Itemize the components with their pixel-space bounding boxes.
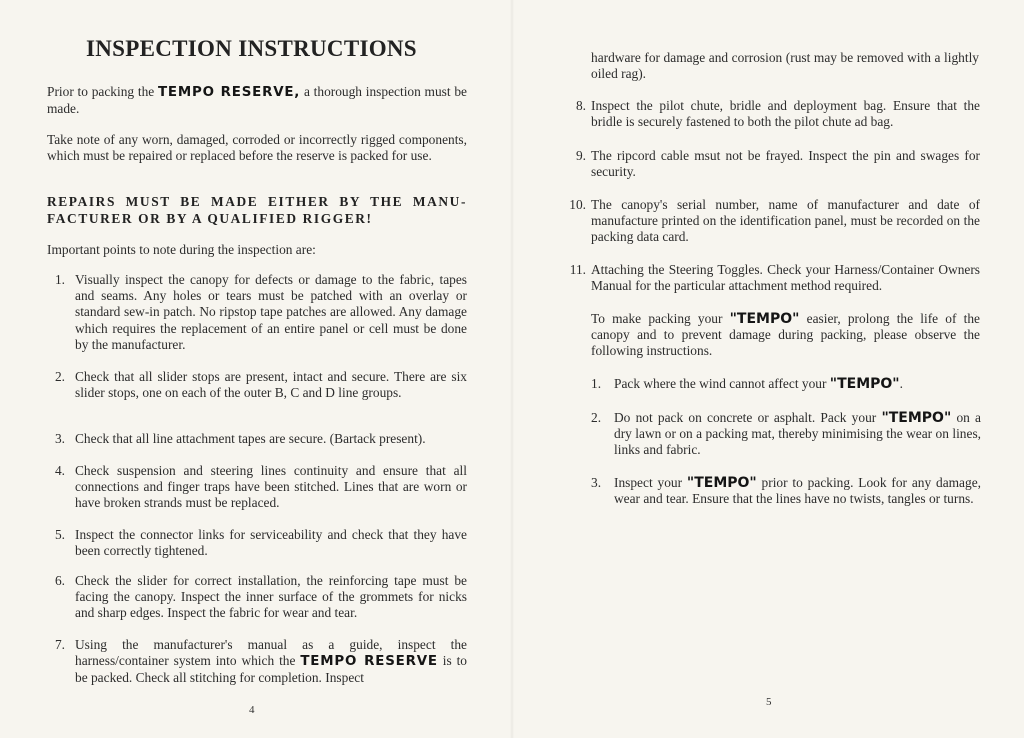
- item-number: 1.: [591, 376, 602, 391]
- item-text: [75, 637, 467, 687]
- item-number: 6.: [54, 573, 65, 588]
- item-number: 4.: [54, 463, 65, 478]
- points-intro: Important points to note during the inspection are:: [47, 242, 316, 257]
- intro-after: a thorough inspection must be made.: [47, 84, 467, 117]
- item-number: 2.: [591, 410, 602, 425]
- item-number: 3.: [54, 431, 65, 446]
- item-text: Inspect the pilot chute, bridle and deployment bag. Ensure that the bridle is securely fastened to both the pilot chute ad bag.: [591, 98, 980, 130]
- packing-intro: [591, 311, 980, 360]
- item-number: 2.: [54, 369, 65, 384]
- item7-before: Using the manufacturer's manual as a guide, inspect the harness/container system into which the: [75, 637, 467, 669]
- item-number: 11.: [569, 262, 586, 277]
- item-number: 1.: [54, 272, 65, 287]
- packing3-after: prior to packing. Look for any damage, wear and tear. Ensure that the lines have no twists, tangles or turns.: [614, 475, 981, 507]
- intro-brand: TEMPO RESERVE,: [157, 85, 301, 100]
- packing1-before: Pack where the wind cannot affect your: [614, 376, 830, 391]
- item-text: Check suspension and steering lines continuity and ensure that all connections and finger traps have been stitched. Lines that are worn or have broken strands must be replaced.: [75, 463, 467, 511]
- item-text: Visually inspect the canopy for defects or damage to the fabric, tapes and seams. Any holes or tears must be patched with an overlay or standard sew-in patch. No ripstop tape patches are allowed. Any damage which requires the replacement of an entire panel or cell must be done by the manufacturer.: [75, 272, 467, 352]
- item-text: [614, 475, 981, 507]
- item-text: [614, 410, 981, 459]
- item7-after: is to be packed. Check all stitching for completion. Inspect: [75, 653, 468, 686]
- item-text: Check that all slider stops are present, intact and secure. There are six slider stops, one on each of the outer B, C and D line groups.: [75, 369, 467, 401]
- right-page: [512, 0, 1024, 738]
- item-text: Check that all line attachment tapes are secure. (Bartack present).: [75, 431, 426, 446]
- item-number: 8.: [575, 98, 586, 113]
- packing2-brand: "TEMPO": [881, 410, 952, 426]
- item-number: 5.: [54, 527, 65, 542]
- item-number: 3.: [591, 475, 602, 490]
- item-text: The canopy's serial number, name of manufacturer and date of manufacture printed on the identification panel, must be recorded on the packing data card.: [591, 197, 980, 245]
- continuation-text: hardware for damage and corrosion (rust may be removed with a lightly oiled rag).: [591, 50, 979, 82]
- item-text: Attaching the Steering Toggles. Check your Harness/Container Owners Manual for the particular attachment method required.: [591, 262, 980, 294]
- packing3-brand: "TEMPO": [686, 475, 757, 491]
- item-number: 7.: [54, 637, 65, 652]
- item-number: 9.: [575, 148, 586, 163]
- packing1-brand: "TEMPO": [829, 376, 900, 392]
- page-number-right: 5: [766, 696, 772, 708]
- packing2-after: on a dry lawn or on a packing mat, thereby minimising the wear on lines, links and fabric.: [614, 410, 981, 458]
- page-title: INSPECTION INSTRUCTIONS: [86, 36, 417, 61]
- page-number-left: 4: [249, 704, 255, 716]
- packing-intro-brand: "TEMPO": [729, 311, 800, 327]
- packing-intro-before: To make packing your: [591, 311, 730, 326]
- note-paragraph: Take note of any worn, damaged, corroded or incorrectly rigged components, which must be repaired or replaced before the reserve is packed for use.: [47, 132, 467, 164]
- intro-before: Prior to packing the: [47, 84, 158, 99]
- item-text: [614, 376, 981, 392]
- item-number: 10.: [569, 197, 586, 212]
- item-text: Inspect the connector links for serviceability and check that they have been correctly tightened.: [75, 527, 467, 559]
- intro-paragraph: [47, 84, 467, 117]
- item7-brand: TEMPO RESERVE: [300, 654, 438, 670]
- item-text: The ripcord cable msut not be frayed. Inspect the pin and swages for security.: [591, 148, 980, 180]
- packing3-before: Inspect your: [614, 475, 687, 490]
- packing2-before: Do not pack on concrete or asphalt. Pack your: [614, 410, 882, 425]
- repair-warning: REPAIRS MUST BE MADE EITHER BY THE MANU- FACTURER OR BY A QUALIFIED RIGGER!: [47, 194, 467, 226]
- packing1-after: .: [899, 376, 903, 391]
- packing-intro-after: easier, prolong the life of the canopy and to prevent damage during packing, please observe the following instructions.: [591, 311, 980, 359]
- item-text: Check the slider for correct installation, the reinforcing tape must be facing the canopy. Inspect the inner surface of the grommets for nicks and sharp edges. Inspect the fabric for wear and tear.: [75, 573, 467, 621]
